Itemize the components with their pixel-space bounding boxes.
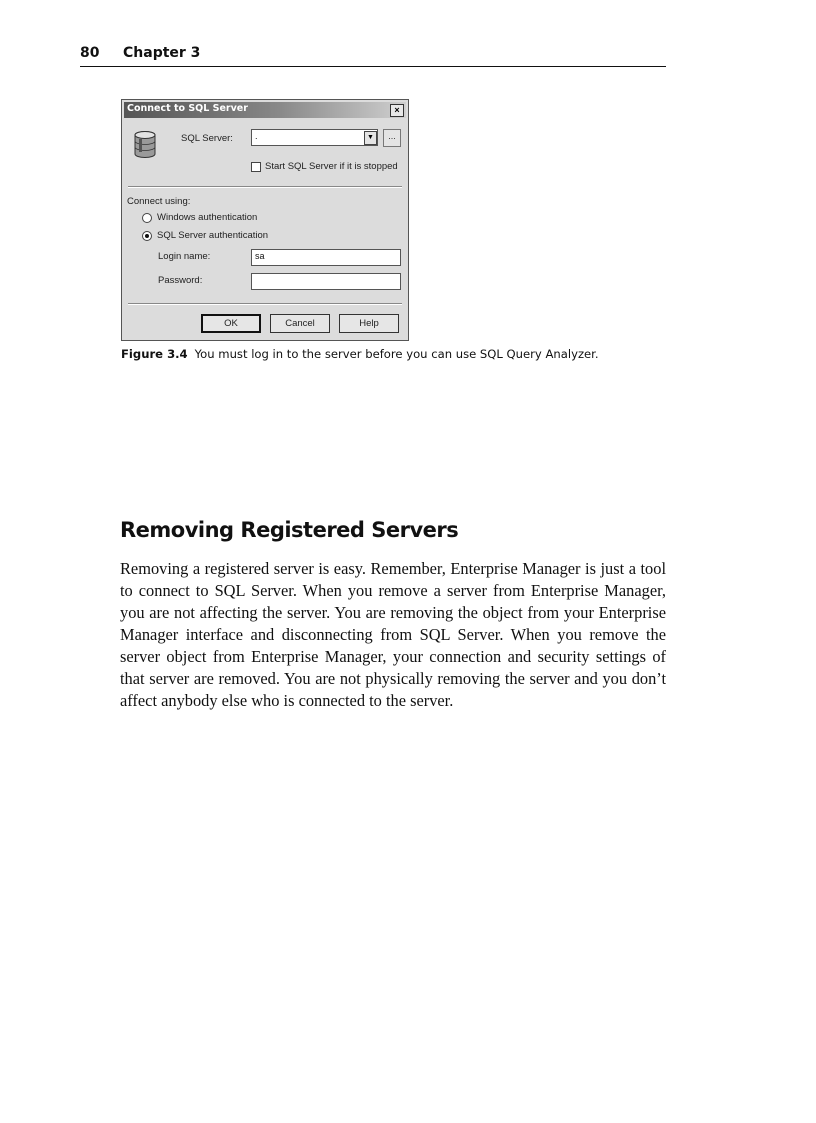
start-server-label: Start SQL Server if it is stopped xyxy=(265,161,398,172)
windows-auth-radio[interactable] xyxy=(142,213,152,223)
password-field[interactable] xyxy=(251,273,401,290)
chevron-down-icon[interactable]: ▼ xyxy=(364,131,377,145)
figure-caption-text: You must log in to the server before you can use SQL Query Analyzer. xyxy=(194,347,599,361)
help-button[interactable]: Help xyxy=(339,314,399,333)
divider xyxy=(128,303,402,305)
sql-auth-radio[interactable] xyxy=(142,231,152,241)
section-heading: Removing Registered Servers xyxy=(120,518,459,542)
figure-caption xyxy=(121,347,599,361)
ok-button[interactable]: OK xyxy=(201,314,261,333)
running-head xyxy=(80,44,666,67)
sql-server-value: . xyxy=(255,131,258,141)
page-number: 80 xyxy=(80,45,100,61)
sql-auth-label: SQL Server authentication xyxy=(157,230,269,241)
cancel-button[interactable]: Cancel xyxy=(270,314,330,333)
password-label: Password: xyxy=(158,275,203,286)
database-server-icon xyxy=(132,130,158,160)
figure-label: Figure 3.4 xyxy=(121,347,188,361)
dialog-title: Connect to SQL Server xyxy=(127,103,248,114)
connect-using-label: Connect using: xyxy=(127,196,191,207)
sql-server-label: SQL Server: xyxy=(181,133,233,144)
chapter-title: Chapter 3 xyxy=(123,45,201,61)
login-name-label: Login name: xyxy=(158,251,211,262)
connect-dialog-figure xyxy=(121,99,409,341)
windows-auth-label: Windows authentication xyxy=(157,212,258,223)
login-name-field[interactable] xyxy=(251,249,401,266)
dialog-titlebar xyxy=(124,102,406,118)
close-icon[interactable]: × xyxy=(390,104,404,117)
divider xyxy=(128,186,402,188)
sql-server-combo[interactable] xyxy=(251,129,378,146)
start-server-checkbox[interactable] xyxy=(251,162,261,172)
browse-button[interactable]: ... xyxy=(383,129,401,147)
login-name-value: sa xyxy=(255,251,265,261)
body-paragraph: Removing a registered server is easy. Remember, Enterprise Manager is just a tool to connect to SQL Server. When you remove a server from Enterprise Manager, you are not affecting the server. You are removing the object from your Enterprise Manager interface and disconnecting from SQL Server. When you remove the server object from Enterprise Manager, your connection and security settings of that server are removed. You are not physically removing the server and you don’t affect anybody else who is connected to the server. xyxy=(120,559,666,710)
